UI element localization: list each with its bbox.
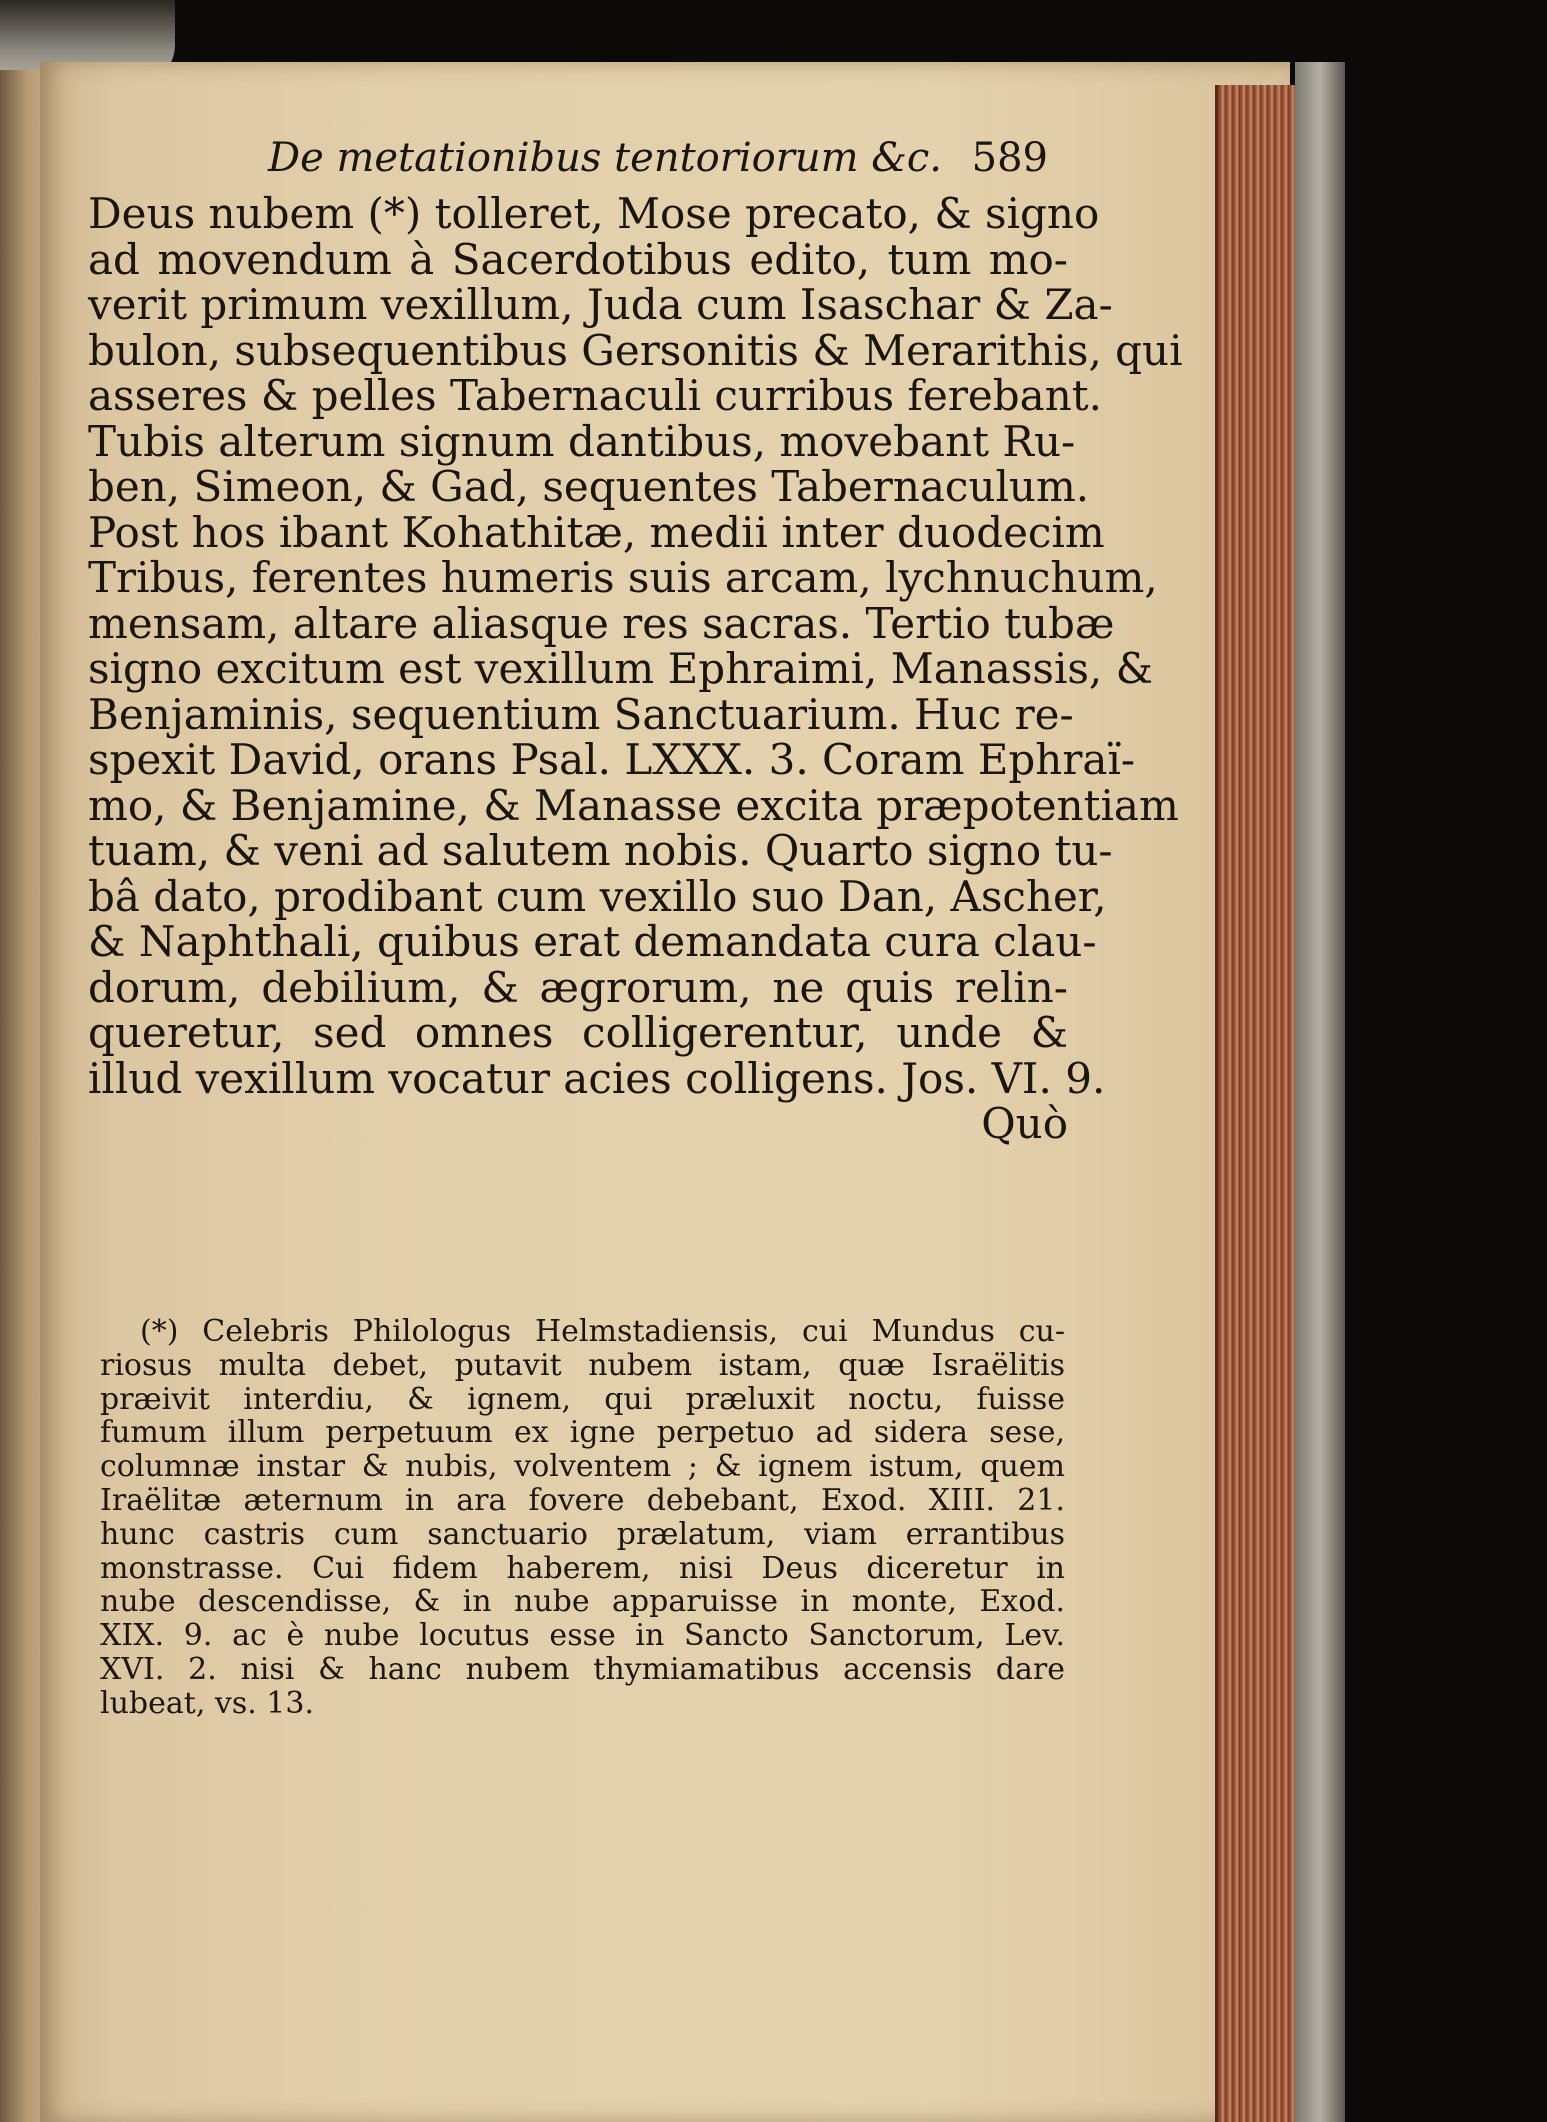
footnote-line: Iraëlitæ æternum in ara fovere debebant, Exod. XIII. 21. <box>100 1482 1065 1518</box>
footnote-line: XVI. 2. nisi & hanc nubem thymiamatibus accensis dare <box>100 1651 1065 1687</box>
footnote-line: nube descendisse, & in nube apparuisse in monte, Exod. <box>100 1584 1065 1620</box>
text-line: Tubis alterum signum dantibus, movebant Ru- <box>88 416 1076 466</box>
text-line: bulon, subsequentibus Gersonitis & Merarithis, qui <box>88 325 1183 375</box>
footnote-line: fumum illum perpetuum ex igne perpetuo ad sidera sese, <box>100 1415 1065 1451</box>
page-edges <box>1215 85 1298 2122</box>
text-line: queretur, sed omnes colligerentur, unde & <box>88 1008 1068 1057</box>
main-text <box>88 189 1183 1148</box>
text-line: Post hos ibant Kohathitæ, medii inter duodecim <box>88 507 1105 557</box>
text-line: ad movendum à Sacerdotibus edito, tum mo- <box>88 234 1068 284</box>
footnote-line: columnæ instar & nubis, volventem ; & ignem istum, quem <box>100 1449 1065 1485</box>
footnote-line: præivit interdiu, & ignem, qui præluxit noctu, fuisse <box>100 1381 1065 1417</box>
text-line: illud vexillum vocatur acies colligens. Jos. VI. 9. <box>88 1053 1106 1103</box>
catchword: Quò <box>981 1099 1068 1148</box>
text-line: asseres & pelles Tabernaculi curribus ferebant. <box>88 371 1102 420</box>
text-line: Tribus, ferentes humeris suis arcam, lychnuchum, <box>88 553 1158 602</box>
running-head <box>88 135 1068 197</box>
footnote-line: hunc castris cum sanctuario prælatum, viam errantibus <box>100 1516 1065 1552</box>
text-line: Deus nubem (*) tolleret, Mose precato, & signo <box>88 189 1100 238</box>
text-line: dorum, debilium, & ægrorum, ne quis relin- <box>88 962 1068 1012</box>
page-text <box>88 135 1183 1148</box>
text-line: mo, & Benjamine, & Manasse excita præpotentiam <box>88 780 1179 830</box>
text-line: signo excitum est vexillum Ephraimi, Manassis, & <box>88 644 1154 693</box>
footnote-line: riosus multa debet, putavit nubem istam, quæ Israëlitis <box>100 1347 1065 1383</box>
footnote-line: lubeat, vs. 13. <box>100 1685 315 1721</box>
book-cover-right <box>1295 62 1345 2122</box>
text-line: ben, Simeon, & Gad, sequentes Tabernaculum. <box>88 462 1090 511</box>
footnote-line: (*) Celebris Philologus Helmstadiensis, cui Mundus cu- <box>140 1314 1065 1349</box>
text-line: & Naphthali, quibus erat demandata cura clau- <box>88 917 1097 966</box>
text-line: tuam, & veni ad salutem nobis. Quarto signo tu- <box>88 826 1113 875</box>
footnote-line: monstrasse. Cui fidem haberem, nisi Deus diceretur in <box>100 1550 1065 1586</box>
text-line: mensam, altare aliasque res sacras. Tertio tubæ <box>88 598 1115 648</box>
page-number: 589 <box>971 135 1048 181</box>
footnote <box>100 1315 1065 1721</box>
footnote-line: XIX. 9. ac è nube locutus esse in Sancto Sanctorum, Lev. <box>100 1618 1065 1654</box>
text-line: verit primum vexillum, Juda cum Isaschar & Za- <box>88 280 1113 329</box>
text-line: Benjaminis, sequentium Sanctuarium. Huc re- <box>88 689 1074 739</box>
running-head-title: De metationibus tentoriorum &c. <box>268 135 943 181</box>
text-line: bâ dato, prodibant cum vexillo suo Dan, Ascher, <box>88 871 1107 921</box>
text-line: spexit David, orans Psal. LXXX. 3. Coram Ephraï- <box>88 735 1136 784</box>
